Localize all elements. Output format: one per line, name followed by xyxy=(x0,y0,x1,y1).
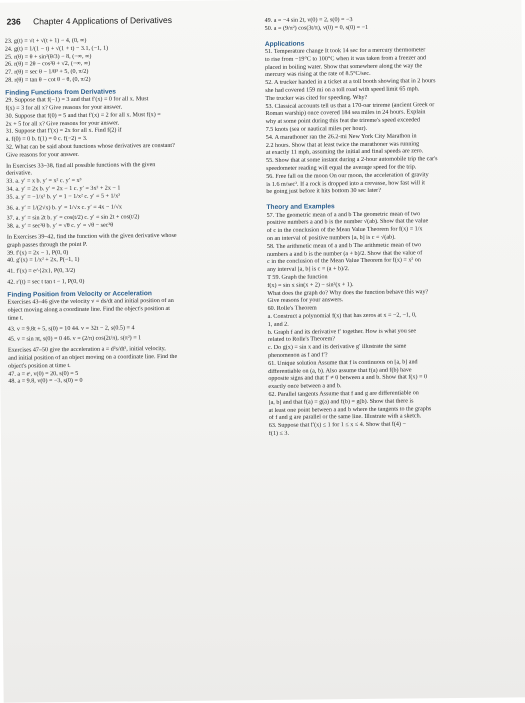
exercise-line: 47. a = eᵗ, v(0) = 20, s(0) = 5 xyxy=(8,370,79,378)
exercise-line: 63. Suppose that f′(x) ≤ 1 for 1 ≤ x ≤ 4. Show that f(4) − xyxy=(268,421,406,430)
exercise-line: any interval [a, b] is c = (a + b)/2. xyxy=(267,266,350,274)
exercise-line: Exercises 47–50 give the acceleration a = d²s/dt², initial velocity, xyxy=(7,346,166,354)
exercise-line: 62. Parallel tangents Assume that f and g are differentiable on xyxy=(268,390,419,398)
exercise-line: 38. a. y′ = sec²θ b. y′ = √θ c. y′ = √θ − sec²θ xyxy=(6,222,114,230)
exercise-line: T 59. Graph the function xyxy=(267,274,328,281)
exercise-line: 34. a. y′ = 2x b. y′ = 2x − 1 c. y′ = 3x² + 2x − 1 xyxy=(6,185,121,193)
chapter-title: Chapter 4 Applications of Derivatives xyxy=(33,14,173,27)
section-heading: Finding Functions from Derivatives xyxy=(5,88,116,97)
exercise-line: 28. r(θ) = tan θ − cot θ − θ, (0, π/2) xyxy=(5,76,91,84)
exercise-line: Roman warship) once covered 184 sea miles in 24 hours. Explain xyxy=(265,109,426,118)
exercise-line: 26. r(θ) = 2θ − cos²θ + √2, (−∞, ∞) xyxy=(4,61,91,69)
exercise-line: 23. g(t) = √t + √(t + 1) − 4, (0, ∞) xyxy=(4,37,87,45)
section-heading: Applications xyxy=(264,40,305,48)
exercise-line: graph passes through the point P. xyxy=(6,241,88,249)
exercise-line: 31. Suppose that f′(x) = 2x for all x. Find f(2) if xyxy=(5,127,122,136)
exercise-line: opposite signs and that f′ ≠ 0 between a and b. Show that f(x) = 0 xyxy=(268,374,428,383)
exercise-line: placed in boiling water. Show that somewhere along the way the xyxy=(265,62,423,71)
exercise-line: f(1) ≤ 3. xyxy=(268,430,290,437)
section-heading: Finding Position from Velocity or Acceleration xyxy=(7,289,152,299)
exercise-line: 56. Free fall on the moon On our moon, the acceleration of gravity xyxy=(266,172,429,180)
exercise-line: to rise from −19°C to 100°C when it was taken from a freezer and xyxy=(264,55,427,63)
exercise-line: Give reasons for your answers. xyxy=(267,297,344,305)
exercise-line: 52. A trucker handed in a ticket at a toll booth showing that in 2 hours xyxy=(265,78,436,87)
exercise-line: 61. Unique solution Assume that f is continuous on [a, b] and xyxy=(268,359,418,367)
exercise-line: 51. Temperature change It took 14 sec for a mercury thermometer xyxy=(264,47,426,55)
exercise-line: b. Graph f and its derivative f′ together. How is what you see xyxy=(267,327,417,336)
exercise-line: at exactly 11 mph, assuming the initial and final speeds are zero. xyxy=(265,148,424,157)
exercise-line: 1, and 2. xyxy=(267,321,289,328)
exercise-line: 24. g(t) = 1/(1 − t) + √(1 + t) − 3.1, (−1, 1) xyxy=(4,45,109,53)
exercise-line: of f and g are parallel or the same line. Illustrate with a sketch. xyxy=(268,413,422,422)
exercise-line: 41. f′(x) = e^{2x}, P(0, 3/2) xyxy=(7,268,76,275)
exercise-line: time t. xyxy=(7,315,24,322)
exercise-line: why at some point during this feat the trireme's speed exceeded xyxy=(265,117,421,126)
exercise-line: In Exercises 33–38, find all possible functions with the given xyxy=(6,161,156,170)
exercise-line: 45. v = sin πt, s(0) = 0 46. v = (2/π) cos(2t/π), s(π²) = 1 xyxy=(7,335,142,344)
exercise-line: she had covered 159 mi on a toll road with speed limit 65 mph. xyxy=(265,86,420,94)
exercise-line: 58. The arithmetic mean of a and b The arithmetic mean of two xyxy=(266,242,422,250)
exercise-line: 50. a = (9/π²) cos(3t/π), v(0) = 0, s(0) = −1 xyxy=(264,24,369,32)
exercise-line: 42. r′(t) = sec t tan t − 1, P(0, 0) xyxy=(7,278,85,286)
exercise-line: 36. a. y′ = 1/(2√x) b. y′ = 1/√x c. y′ = 4x − 1/√x xyxy=(6,204,122,212)
exercise-line: is 1.6 m/sec². If a rock is dropped into a crevasse, how fast will it xyxy=(266,179,425,188)
exercise-line: 57. The geometric mean of a and b The geometric mean of two xyxy=(266,210,421,219)
exercise-line: exactly once between a and b. xyxy=(268,383,342,391)
exercise-line: 2.2 hours. Show that at least twice the marathoner was running xyxy=(265,140,420,149)
exercise-line: 37. a. y′ = sin 2t b. y′ = cos(t/2) c. y′ = sin 2t + cos(t/2) xyxy=(6,214,140,223)
exercise-line: 40. g′(x) = 1/x² + 2x, P(−1, 1) xyxy=(7,257,80,265)
exercise-line: derivative. xyxy=(6,170,33,178)
exercise-line: a. Construct a polynomial f(x) that has zeros at x = −2, −1, 0, xyxy=(267,312,417,320)
left-column xyxy=(5,36,259,387)
exercise-line: In Exercises 39–42, find the function with the given derivative whose xyxy=(6,232,177,241)
exercise-line: differentiable on (a, b). Also assume that f(a) and f(b) have xyxy=(268,366,412,375)
exercise-line: object moving along a coordinate line. Find the object's position at xyxy=(7,305,170,314)
exercise-line: speedometer reading will equal the average speed for the trip. xyxy=(266,164,417,172)
exercise-line: Give reasons for your answer. xyxy=(5,151,79,159)
exercise-line: 60. Rolle's Theorem xyxy=(267,305,317,313)
exercise-line: 54. A marathoner ran the 26.2-mi New York City Marathon in xyxy=(265,133,417,141)
exercise-line: on an interval of positive numbers [a, b] is c = √(ab). xyxy=(266,234,396,242)
exercise-line: related to Rolle's Theorem? xyxy=(267,336,336,344)
exercise-line: The trucker was cited for speeding. Why? xyxy=(265,94,368,102)
exercise-line: c. Do g(x) = sin x and its derivative g′ illustrate the same xyxy=(267,343,407,352)
exercise-line: 43. v = 9.8t + 5, s(0) = 10 44. v = 32t − 2, s(0.5) = 4 xyxy=(7,324,135,333)
page-number: 236 xyxy=(6,16,21,27)
right-column xyxy=(265,15,519,438)
exercise-line: numbers a and b is the number (a + b)/2. Show that the value of xyxy=(266,249,423,258)
exercise-line: 39. f′(x) = 2x − 1, P(0, 0) xyxy=(6,249,69,257)
page-header xyxy=(6,15,172,27)
exercise-line: [a, b] and that f(a) = g(a) and f(b) = g(b). Show that there is xyxy=(268,398,414,406)
exercise-line: 33. a. y′ = x b. y′ = x² c. y′ = x³ xyxy=(6,178,82,185)
exercise-line: phenomenon as f and f′? xyxy=(268,352,328,359)
exercise-line: c in the conclusion of the Mean Value Theorem for f(x) = x² on xyxy=(267,257,421,266)
exercise-line: object's position at time t. xyxy=(8,362,71,370)
exercise-line: 25. r(θ) = θ + sin²(θ/3) − 8, (−∞, ∞) xyxy=(4,53,92,61)
exercise-line: 30. Suppose that f(0) = 5 and that f′(x) = 2 for all x. Must f(x) = xyxy=(5,111,161,120)
exercise-line: What does the graph do? Why does the function behave this way? xyxy=(267,288,429,297)
exercise-line: 32. What can be said about functions whose derivatives are constant? xyxy=(5,142,175,151)
exercise-line: of c in the conclusion of the Mean Value Theorem for f(x) = 1/x xyxy=(266,226,423,235)
section-heading: Theory and Examples xyxy=(266,203,335,212)
exercise-line: 7.5 knots (sea or nautical miles per hour). xyxy=(265,125,368,133)
exercise-line: 2x + 5 for all x? Give reasons for your answer. xyxy=(5,120,120,128)
exercise-line: 49. a = −4 sin 2t, v(0) = 2, s(0) = −3 xyxy=(264,17,353,24)
exercise-line: be going just before it hits bottom 30 sec later? xyxy=(266,188,381,196)
exercise-line: mercury was rising at the rate of 8.5°C/sec. xyxy=(265,71,371,79)
exercise-line: positive numbers a and b is the number √(ab). Show that the value xyxy=(266,218,429,227)
exercise-line: 55. Show that at some instant during a 2-hour automobile trip the car's xyxy=(265,156,438,165)
exercise-line: 29. Suppose that f(−1) = 3 and that f′(x) = 0 for all x. Must xyxy=(5,96,149,104)
exercise-line: f(x) = 3 for all x? Give reasons for your answer. xyxy=(5,104,123,112)
exercise-line: a. f(0) = 0 b. f(1) = 0 c. f(−2) = 3. xyxy=(5,136,88,143)
exercise-line: f(x) = sin x sin(x + 2) − sin²(x + 1). xyxy=(267,281,354,289)
exercise-line: 35. a. y′ = −1/x² b. y′ = 1 − 1/x² c. y′ = 5 + 1/x² xyxy=(6,193,121,201)
exercise-line: and initial position of an object moving on a coordinate line. Find the xyxy=(8,353,178,362)
exercise-line: 48. a = 9.8, v(0) = −3, s(0) = 0 xyxy=(8,378,83,386)
exercise-line: 27. r(θ) = sec θ − 1/θ³ + 5, (0, π/2) xyxy=(5,68,89,76)
exercise-line: 53. Classical accounts tell us that a 170-oar trireme (ancient Greek or xyxy=(265,101,435,110)
exercise-line: at least one point between a and b where the tangents to the graphs xyxy=(268,405,432,414)
exercise-line: Exercises 43–46 give the velocity v = ds/dt and initial position of an xyxy=(7,298,174,306)
